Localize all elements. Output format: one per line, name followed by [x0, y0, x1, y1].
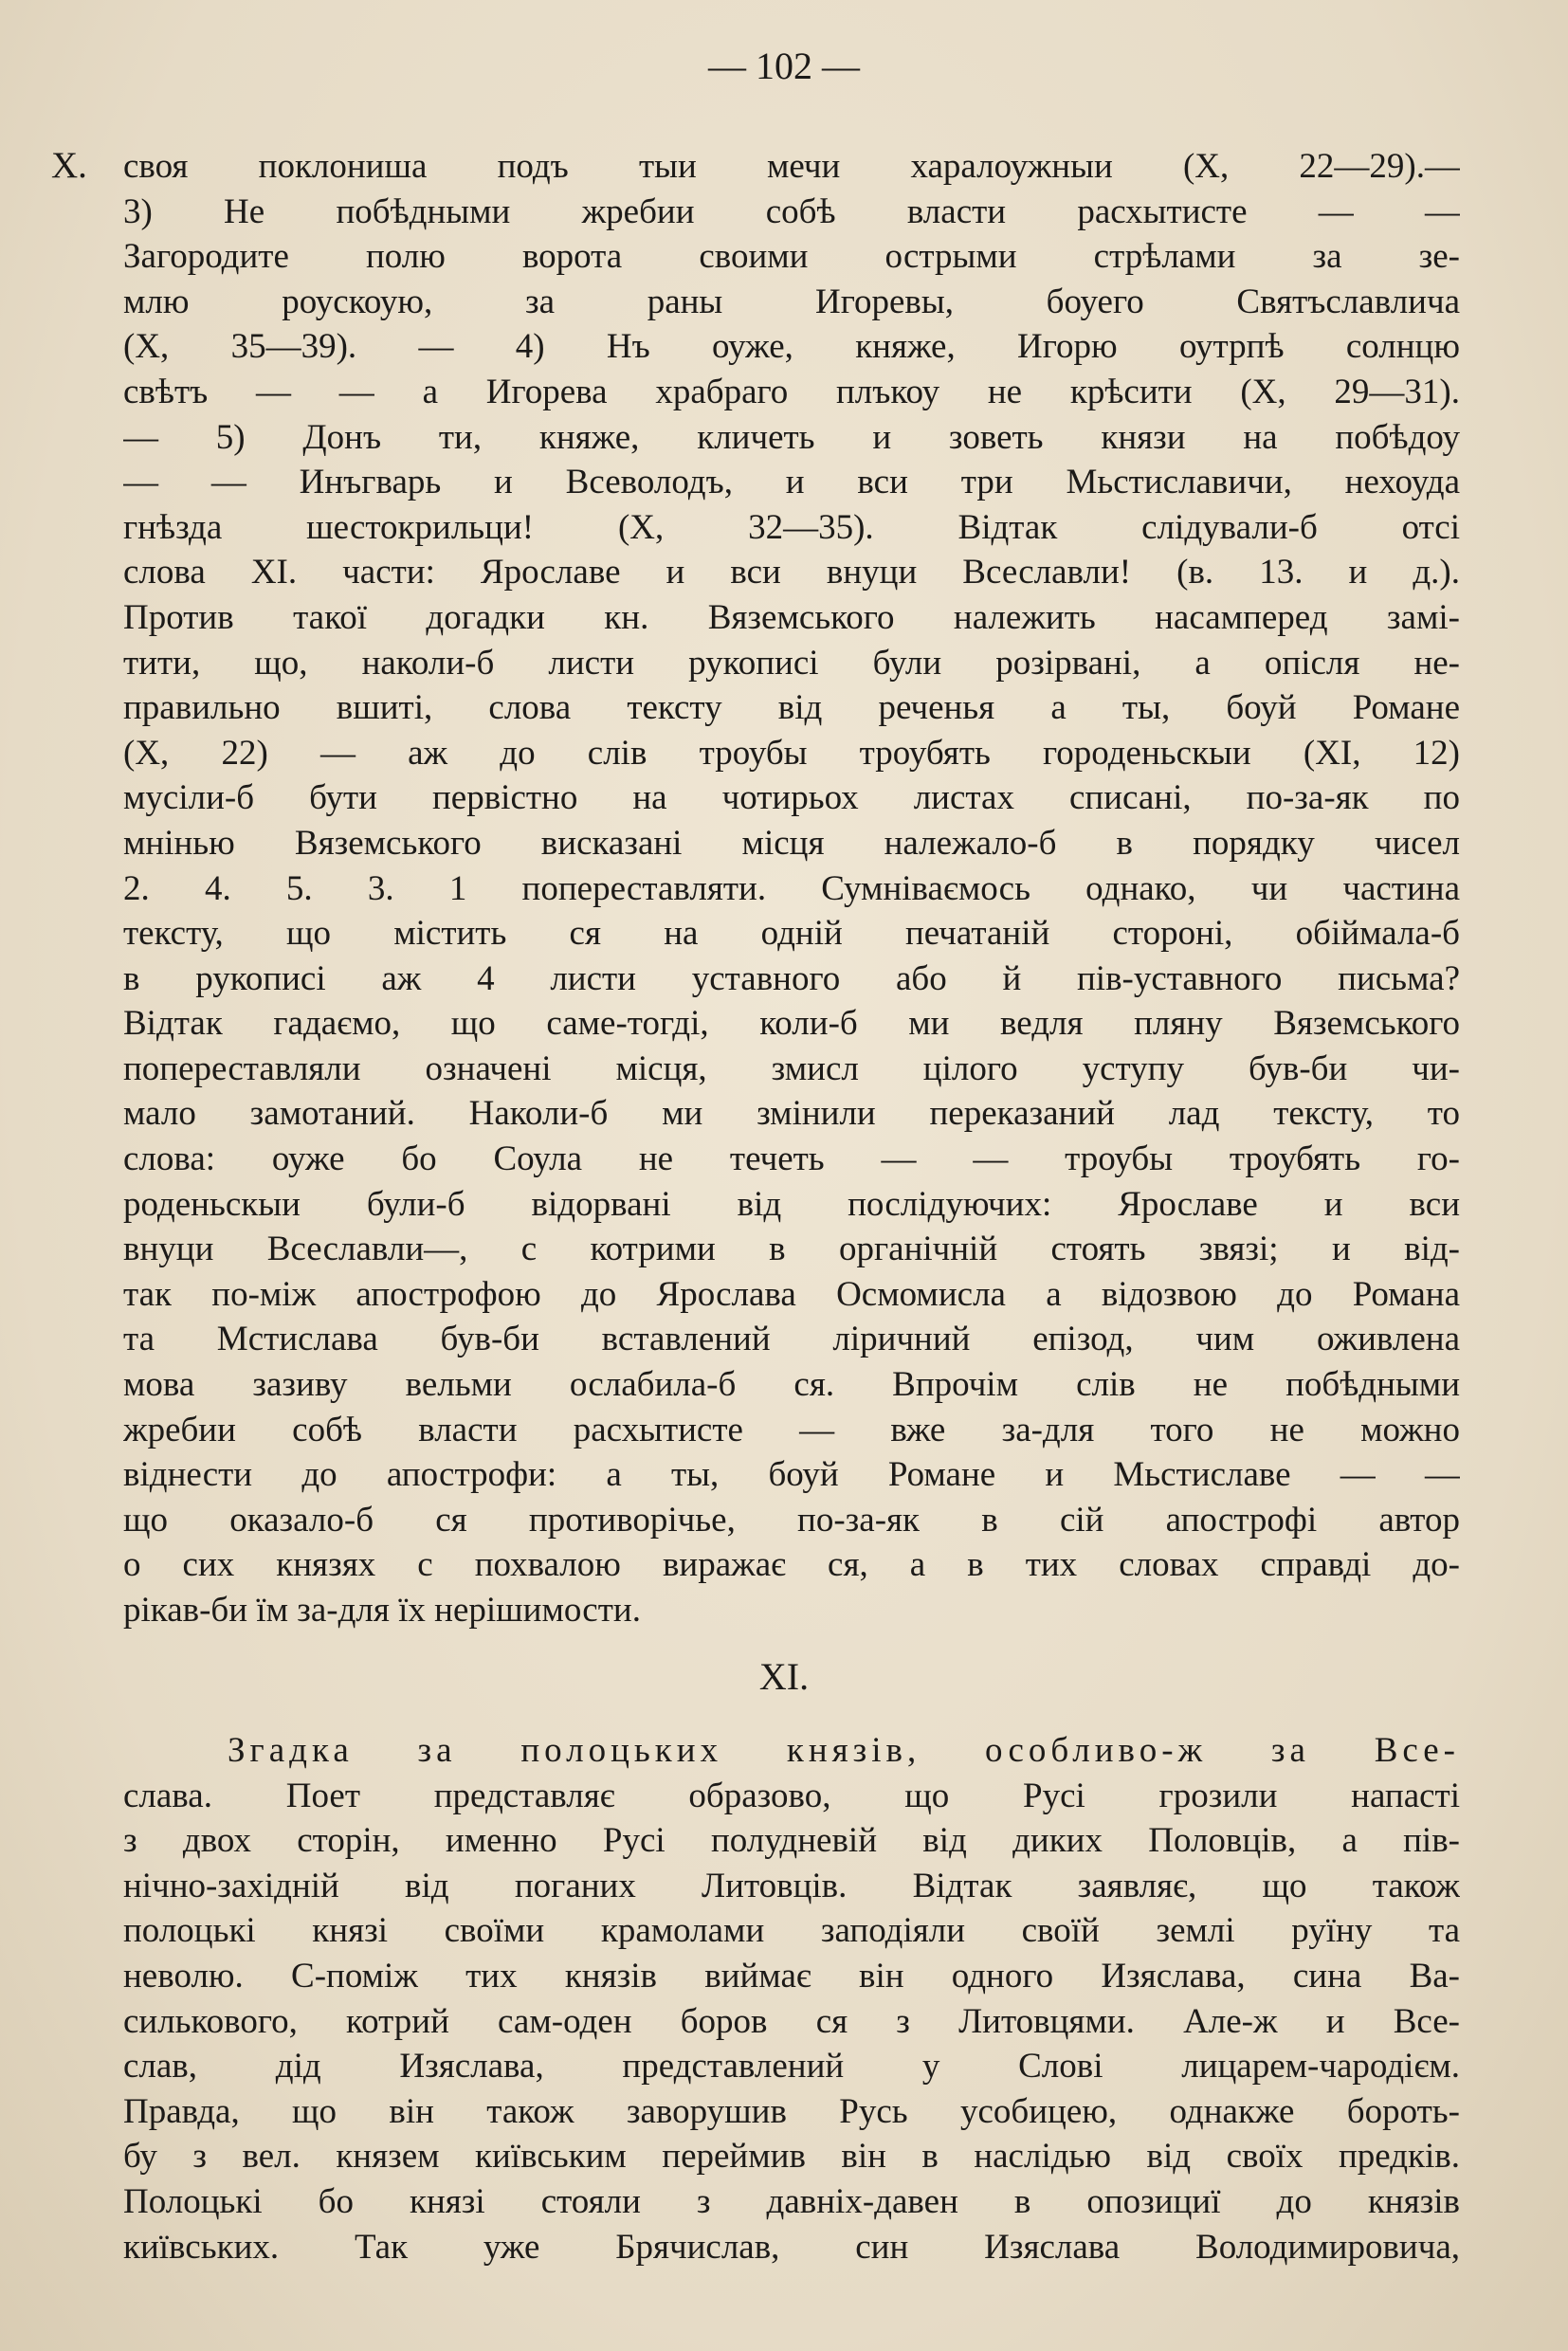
text-line: своя поклониша подъ тыи мечи харалоужныи (X, 22—29).— — [123, 147, 1460, 186]
text-line: мало замотаний. Наколи-б ми змінили переказаний лад тексту, то — [123, 1094, 1460, 1134]
text-line: гнѣзда шестокрильци! (X, 32—35). Відтак слідували-б отсі — [123, 507, 1460, 547]
text-line: віднести до апострофи: а ты, боуй Романе и Мьстиславе — — — [123, 1455, 1460, 1495]
text-line: слава. Поет представляє образово, що Русі грозили напасті — [123, 1776, 1460, 1815]
text-line: неволю. С-поміж тих князів виймає він одного Изяслава, сина Ва- — [123, 1956, 1460, 1996]
text-line: силькового, котрий сам-оден боров ся з Литовцями. Але-ж и Все- — [123, 2001, 1460, 2041]
text-line: внуци Всеславли—, с котрими в органічній стоять звязі; и від- — [123, 1230, 1460, 1269]
text-line: (X, 35—39). — 4) Нъ оуже, княже, Игорю оутрпѣ солнцю — [123, 327, 1460, 367]
text-line: (X, 22) — аж до слів троубы троубять городеньскыи (XI, 12) — [123, 733, 1460, 773]
text-line: слова: оуже бо Соула не течеть — — троубы троубять го- — [123, 1139, 1460, 1179]
text-line: Загородите полю ворота своими острыми стрѣлами за зе- — [123, 237, 1460, 277]
text-line: полоцькі князі своїми крамолами заподіяли своїй землі руїну та — [123, 1911, 1460, 1951]
text-line: 2. 4. 5. 3. 1 попереставляти. Сумніваємось однако, чи частина — [123, 868, 1460, 908]
text-line: млю роускоую, за раны Игоревы, боуего Святъславлича — [123, 282, 1460, 321]
text-line: правильно вшиті, слова тексту від реченья а ты, боуй Романе — [123, 688, 1460, 728]
text-line: в рукописі аж 4 листи уставного або й пів-уставного письма? — [123, 958, 1460, 998]
text-line: тити, що, наколи-б листи рукописі були розірвані, а опісля не- — [123, 643, 1460, 683]
text-line: — — Инъгварь и Всеволодъ, и вси три Мьстиславичи, нехоуда — [123, 463, 1460, 502]
text-line: та Мстислава був-би вставлений ліричний епізод, чим оживлена — [123, 1320, 1460, 1359]
text-line: бу з вел. князем київським переймив він в наслідью від своїх предків. — [123, 2137, 1460, 2177]
text-line: тексту, що містить ся на одній печатаній стороні, обіймала-б — [123, 914, 1460, 954]
text-line: попереставляли означені місця, змисл цілого уступу був-би чи- — [123, 1048, 1460, 1088]
text-line: Полоцькі бо князі стояли з давніх-давен в опозициї до князів — [123, 2181, 1460, 2221]
text-line: що оказало-б ся противорічье, по-за-як в сій апострофі автор — [123, 1500, 1460, 1540]
text-line: свѣтъ — — а Игорева храбраго плъкоу не крѣсити (X, 29—31). — [123, 372, 1460, 411]
paragraph-1 — [123, 144, 1460, 1633]
text-line: київських. Так уже Брячислав, син Изяслава Володимировича, — [123, 2227, 1460, 2267]
text-line: Відтак гадаємо, що саме-тогді, коли-б ми ведля пляну Вяземського — [123, 1004, 1460, 1044]
text-line: слав, дід Изяслава, представлений у Слові лицарем-чародієм. — [123, 2047, 1460, 2087]
text-line: о сих князях с похвалою виражає ся, а в тих словах справді до- — [123, 1545, 1460, 1585]
chapter-marker: X. — [51, 145, 87, 186]
text-line: Згадка за полоцьких князів, особливо-ж за Все- — [228, 1731, 1460, 1770]
page-number: — 102 — — [708, 45, 860, 87]
text-line: так по-між апострофою до Ярослава Осмомисла а відозвою до Романа — [123, 1274, 1460, 1314]
text-line: 3) Не побѣдными жребии собѣ власти расхытисте — — — [123, 191, 1460, 231]
section-heading: XI. — [758, 1655, 810, 1698]
text-line: мова зазиву вельми ослабила-б ся. Впрочім слів не побѣдными — [123, 1365, 1460, 1405]
text-line: — 5) Донъ ти, княже, кличеть и зоветь князи на побѣдоу — [123, 417, 1460, 457]
text-line: слова XI. части: Ярославе и вси внуци Всеславли! (в. 13. и д.). — [123, 553, 1460, 592]
text-line: з двох сторін, именно Русі полудневій від диких Половців, а пів- — [123, 1821, 1460, 1861]
text-line: мусіли-б бути первістно на чотирьох листах списані, по-за-як по — [123, 778, 1460, 818]
text-line: жребии собѣ власти расхытисте — вже за-для того не можно — [123, 1410, 1460, 1449]
text-line: Правда, що він також заворушив Русь усобицею, однакже бороть- — [123, 2091, 1460, 2131]
text-line: рікав-би їм за-для їх нерішимости. — [123, 1591, 641, 1630]
paragraph-2 — [123, 1728, 1460, 2269]
text-line: роденьскыи були-б відорвані від послідуючих: Ярославе и вси — [123, 1184, 1460, 1224]
text-line: нічно-західній від поганих Литовців. Відтак заявляє, що також — [123, 1866, 1460, 1905]
text-line: Против такої догадки кн. Вяземського належить насамперед замі- — [123, 597, 1460, 637]
text-line: мнінью Вяземського висказані місця належало-б в порядку чисел — [123, 823, 1460, 863]
